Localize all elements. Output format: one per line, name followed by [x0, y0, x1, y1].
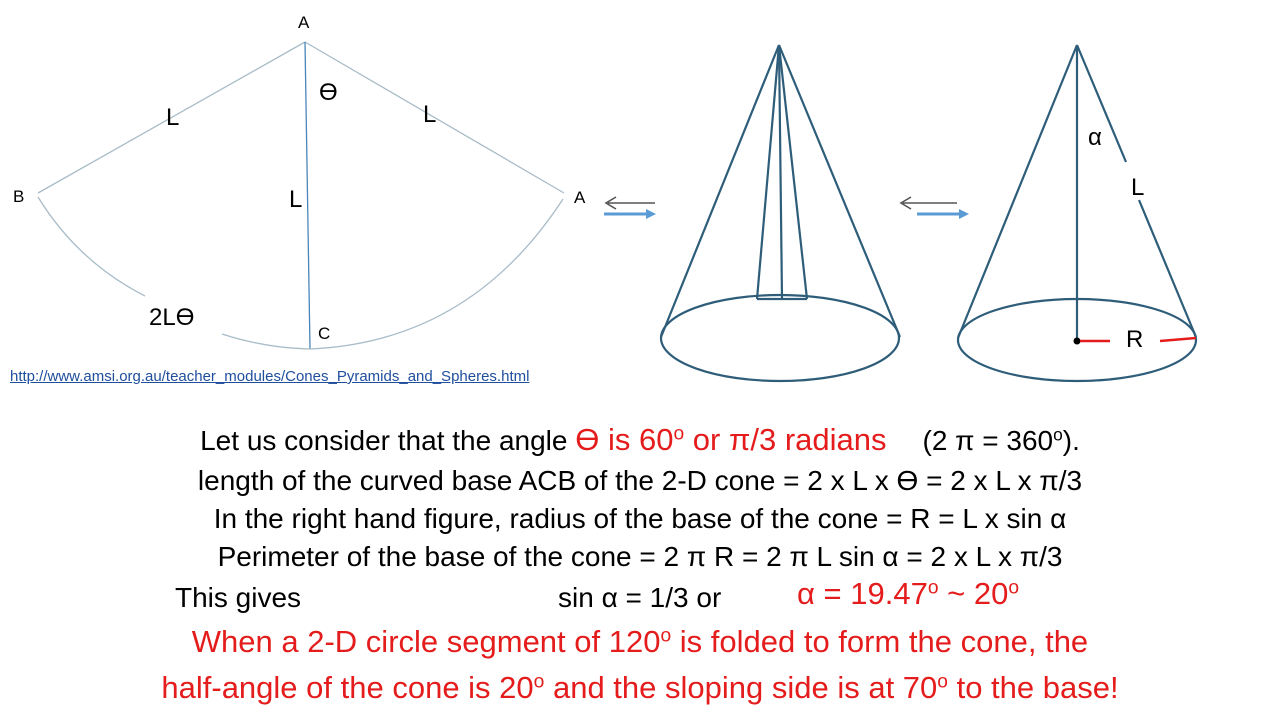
cone-slant-label: L — [1131, 174, 1145, 201]
cone-radius-label: R — [1126, 326, 1144, 353]
sector-bottom-mid-label: C — [318, 324, 331, 343]
sector-middle-radius — [305, 42, 310, 349]
text-line-4: Perimeter of the base of the cone = 2 π R = 2 π L sin α = 2 x L x π/3 — [217, 541, 1063, 572]
sector-middle-radius-label: L — [289, 186, 303, 213]
left-right-arrow-icon — [901, 197, 969, 219]
folding-cone — [661, 45, 900, 381]
sector-arc-right — [222, 199, 563, 349]
folding-cone-base — [661, 295, 899, 381]
sector-angle-label: ϴ — [319, 79, 338, 106]
sector-top-right-side-label: L — [423, 101, 437, 128]
left-right-arrow-icon — [604, 197, 656, 219]
text-line-7: half-angle of the cone is 20$^o$ and the sloping side is at 70$^o$ to the base! — [161, 670, 1119, 705]
sector-arc-left — [38, 197, 145, 296]
sector-left-end-label: B — [13, 187, 25, 206]
sector-apex-label: A — [298, 13, 310, 32]
cone-half-angle-label: α — [1088, 124, 1102, 151]
folded-cone — [958, 45, 1196, 381]
text-line-1: Let us consider that the angle ϴ is 60$^o$ or π/3 radians (2 $\pi = 360^o$). — [200, 422, 1080, 457]
source-link[interactable]: http://www.amsi.org.au/teacher_modules/Cones_Pyramids_and_Spheres.html — [10, 368, 530, 385]
sector-top-left-side-label: L — [166, 104, 180, 131]
text-line-3: In the right hand figure, radius of the base of the cone = R = L x sin α — [213, 503, 1067, 534]
sector-arc-label: 2Lϴ — [149, 304, 195, 331]
text-line-2: length of the curved base ACB of the 2-D cone = 2 x L x ϴ = 2 x L x π/3 — [197, 465, 1083, 496]
sector-right-end-label: A — [574, 188, 586, 207]
text-line-6: When a 2-D circle segment of 120$^o$ is folded to form the cone, the — [191, 624, 1089, 659]
